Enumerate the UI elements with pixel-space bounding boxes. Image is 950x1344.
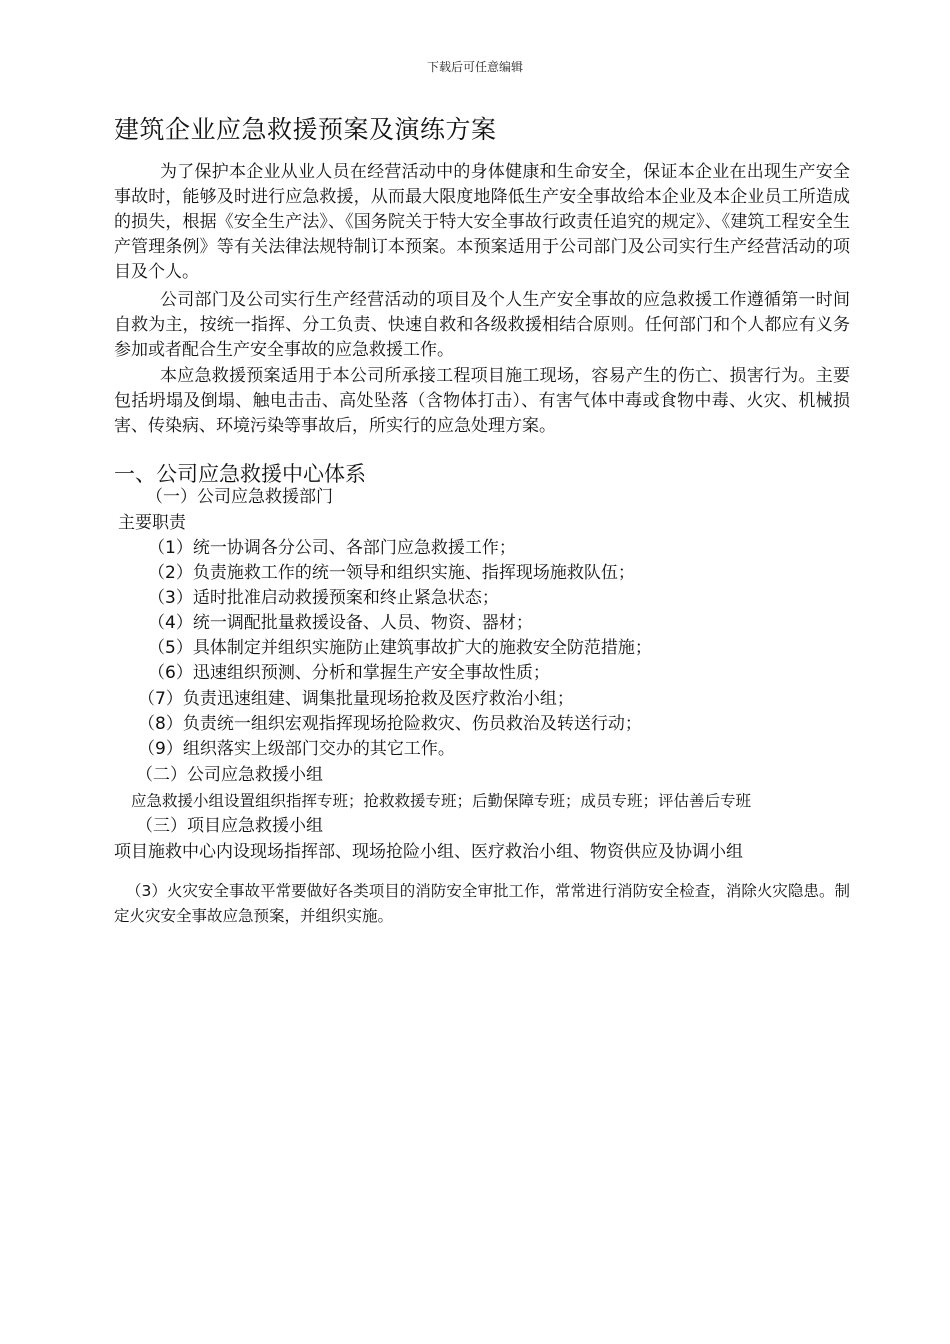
intro-paragraph: 为了保护本企业从业人员在经营活动中的身体健康和生命安全，保证本企业在出现生产安全事故时，能够及时进行应急救援，从而最大限度地降低生产安全事故给本企业及本企业员工所造成的损失，根据《安全生产法》、《国务院关于特大安全事故行政责任追究的规定》、《建筑工程安全生产管理条例》等有关法律法规特制订本预案。本预案适用于公司部门及公司实行生产经营活动的项目及个人。 — [114, 162, 850, 282]
subsection-text-3: 项目施救中心内设现场指挥部、现场抢险小组、医疗救治小组、物资供应及协调小组 — [114, 842, 743, 862]
subsection-heading-1: （一）公司应急救援部门 — [146, 487, 333, 507]
duty-item: （3）适时批准启动救援预案和终止紧急状态； — [148, 588, 499, 608]
section-heading: 一、公司应急救援中心体系 — [114, 462, 366, 486]
duty-item: （6）迅速组织预测、分析和掌握生产安全事故性质； — [148, 663, 550, 683]
principle-paragraph: 公司部门及公司实行生产经营活动的项目及个人生产安全事故的应急救援工作遵循第一时间自救为主，按统一指挥、分工负责、快速自救和各级救援相结合原则。任何部门和个人都应有义务参加或者配合生产安全事故的应急救援工作。 — [114, 290, 850, 360]
duty-item: （1）统一协调各分公司、各部门应急救援工作； — [148, 538, 516, 558]
document-title: 建筑企业应急救援预案及演练方案 — [114, 115, 497, 144]
duty-item: （4）统一调配批量救援设备、人员、物资、器材； — [148, 613, 533, 633]
subsection-heading-3: （三）项目应急救援小组 — [136, 816, 323, 836]
page-header: 下载后可任意编辑 — [426, 60, 523, 74]
fire-safety-paragraph: （3）火灾安全事故平常要做好各类项目的消防安全审批工作，常常进行消防安全检查，消除火灾隐患。制定火灾安全事故应急预案，并组织实施。 — [114, 882, 850, 925]
duty-item: （8）负责统一组织宏观指挥现场抢险救灾、伤员救治及转送行动； — [138, 714, 642, 734]
duty-item: （5）具体制定并组织实施防止建筑事故扩大的施救安全防范措施； — [148, 638, 652, 658]
duties-label: 主要职责 — [118, 513, 186, 533]
subsection-text-2: 应急救援小组设置组织指挥专班；抢救救援专班；后勤保障专班；成员专班；评估善后专班 — [131, 792, 752, 810]
duty-item: （2）负责施救工作的统一领导和组织实施、指挥现场施救队伍； — [148, 563, 635, 583]
subsection-heading-2: （二）公司应急救援小组 — [136, 765, 323, 785]
duty-item: （7）负责迅速组建、调集批量现场抢救及医疗救治小组； — [138, 689, 574, 709]
scope-paragraph: 本应急救援预案适用于本公司所承接工程项目施工现场，容易产生的伤亡、损害行为。主要包括坍塌及倒塌、触电击击、高处坠落（含物体打击）、有害气体中毒或食物中毒、火灾、机械损害、传染病、环境污染等事故后，所实行的应急处理方案。 — [114, 366, 850, 436]
duty-item: （9）组织落实上级部门交办的其它工作。 — [138, 739, 455, 759]
